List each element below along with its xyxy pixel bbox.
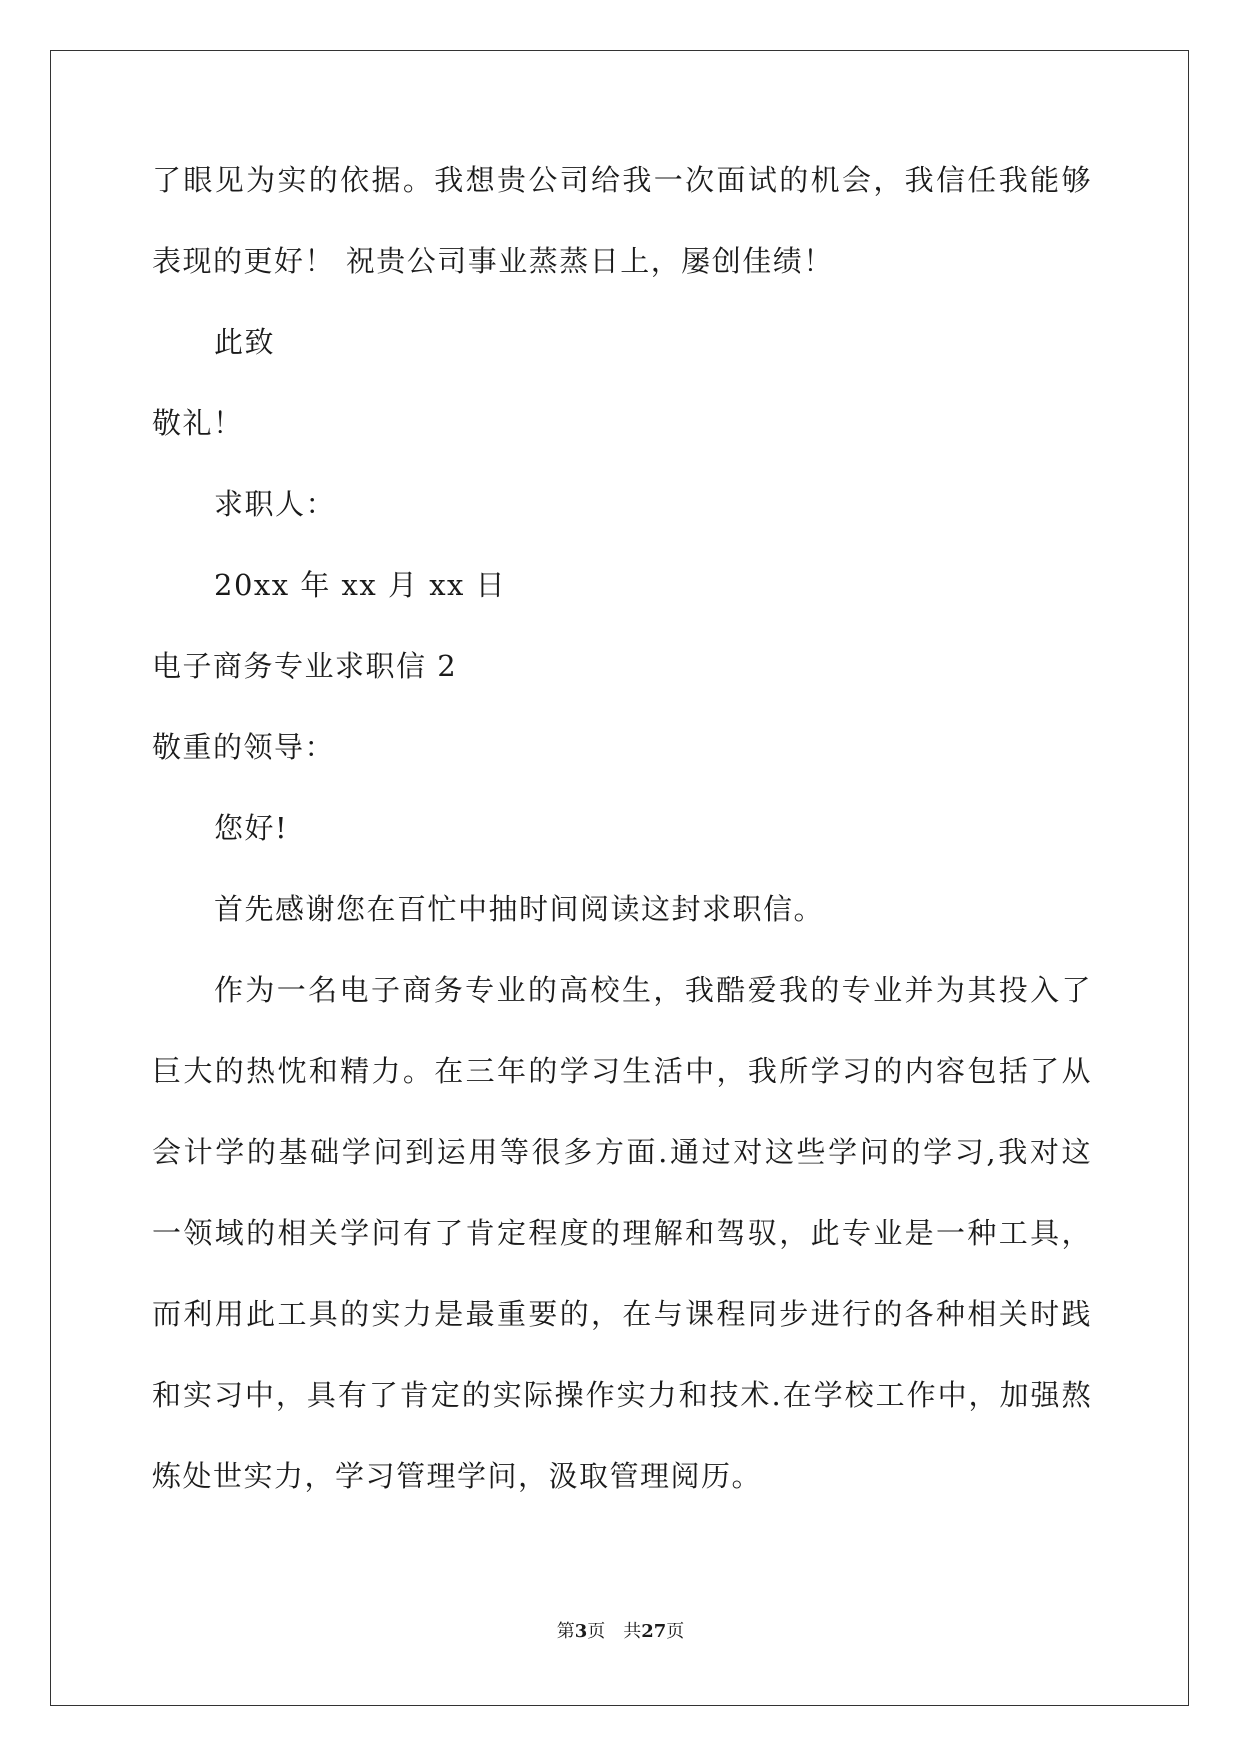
letter-date: 20xx 年 xx 月 xx 日 [214, 568, 507, 602]
paragraph-line: 会计学的基础学问到运用等很多方面.通过对这些学问的学习,我对这 [152, 1135, 1092, 1169]
paragraph-line: 而利用此工具的实力是最重要的，在与课程同步进行的各种相关时践 [152, 1297, 1092, 1331]
applicant-signature: 求职人： [214, 487, 337, 521]
letter-hello: 您好! [214, 811, 289, 845]
text-line: 表现的更好！ 祝贵公司事业蒸蒸日上，屡创佳绩！ [152, 244, 834, 278]
total-suffix: 页 [666, 1621, 685, 1642]
text-line: 了眼见为实的依据。我想贵公司给我一次面试的机会，我信任我能够 [152, 163, 1092, 197]
section-title: 电子商务专业求职信 2 [152, 649, 458, 683]
paragraph-line: 炼处世实力，学习管理学问，汲取管理阅历。 [152, 1459, 763, 1493]
page-footer [0, 1620, 1241, 1644]
current-page-number: 3 [574, 1621, 588, 1642]
total-pages-number: 27 [641, 1621, 667, 1642]
closing-salutation: 此致 [214, 325, 276, 359]
page-suffix: 页 [587, 1621, 606, 1642]
paragraph-line: 巨大的热忱和精力。在三年的学习生活中，我所学习的内容包括了从 [152, 1054, 1092, 1088]
paragraph-line: 和实习中，具有了肯定的实际操作实力和技术.在学校工作中，加强熬 [152, 1378, 1092, 1412]
paragraph-line: 作为一名电子商务专业的高校生，我酷爱我的专业并为其投入了 [214, 973, 1092, 1007]
letter-greeting: 敬重的领导： [152, 730, 336, 764]
total-prefix: 共 [623, 1621, 642, 1642]
closing-regards: 敬礼！ [152, 406, 244, 440]
paragraph-line: 一领域的相关学问有了肯定程度的理解和驾驭，此专业是一种工具， [152, 1216, 1092, 1250]
page-prefix: 第 [556, 1621, 575, 1642]
document-body [152, 160, 1092, 1537]
paragraph-line: 首先感谢您在百忙中抽时间阅读这封求职信。 [214, 892, 825, 926]
